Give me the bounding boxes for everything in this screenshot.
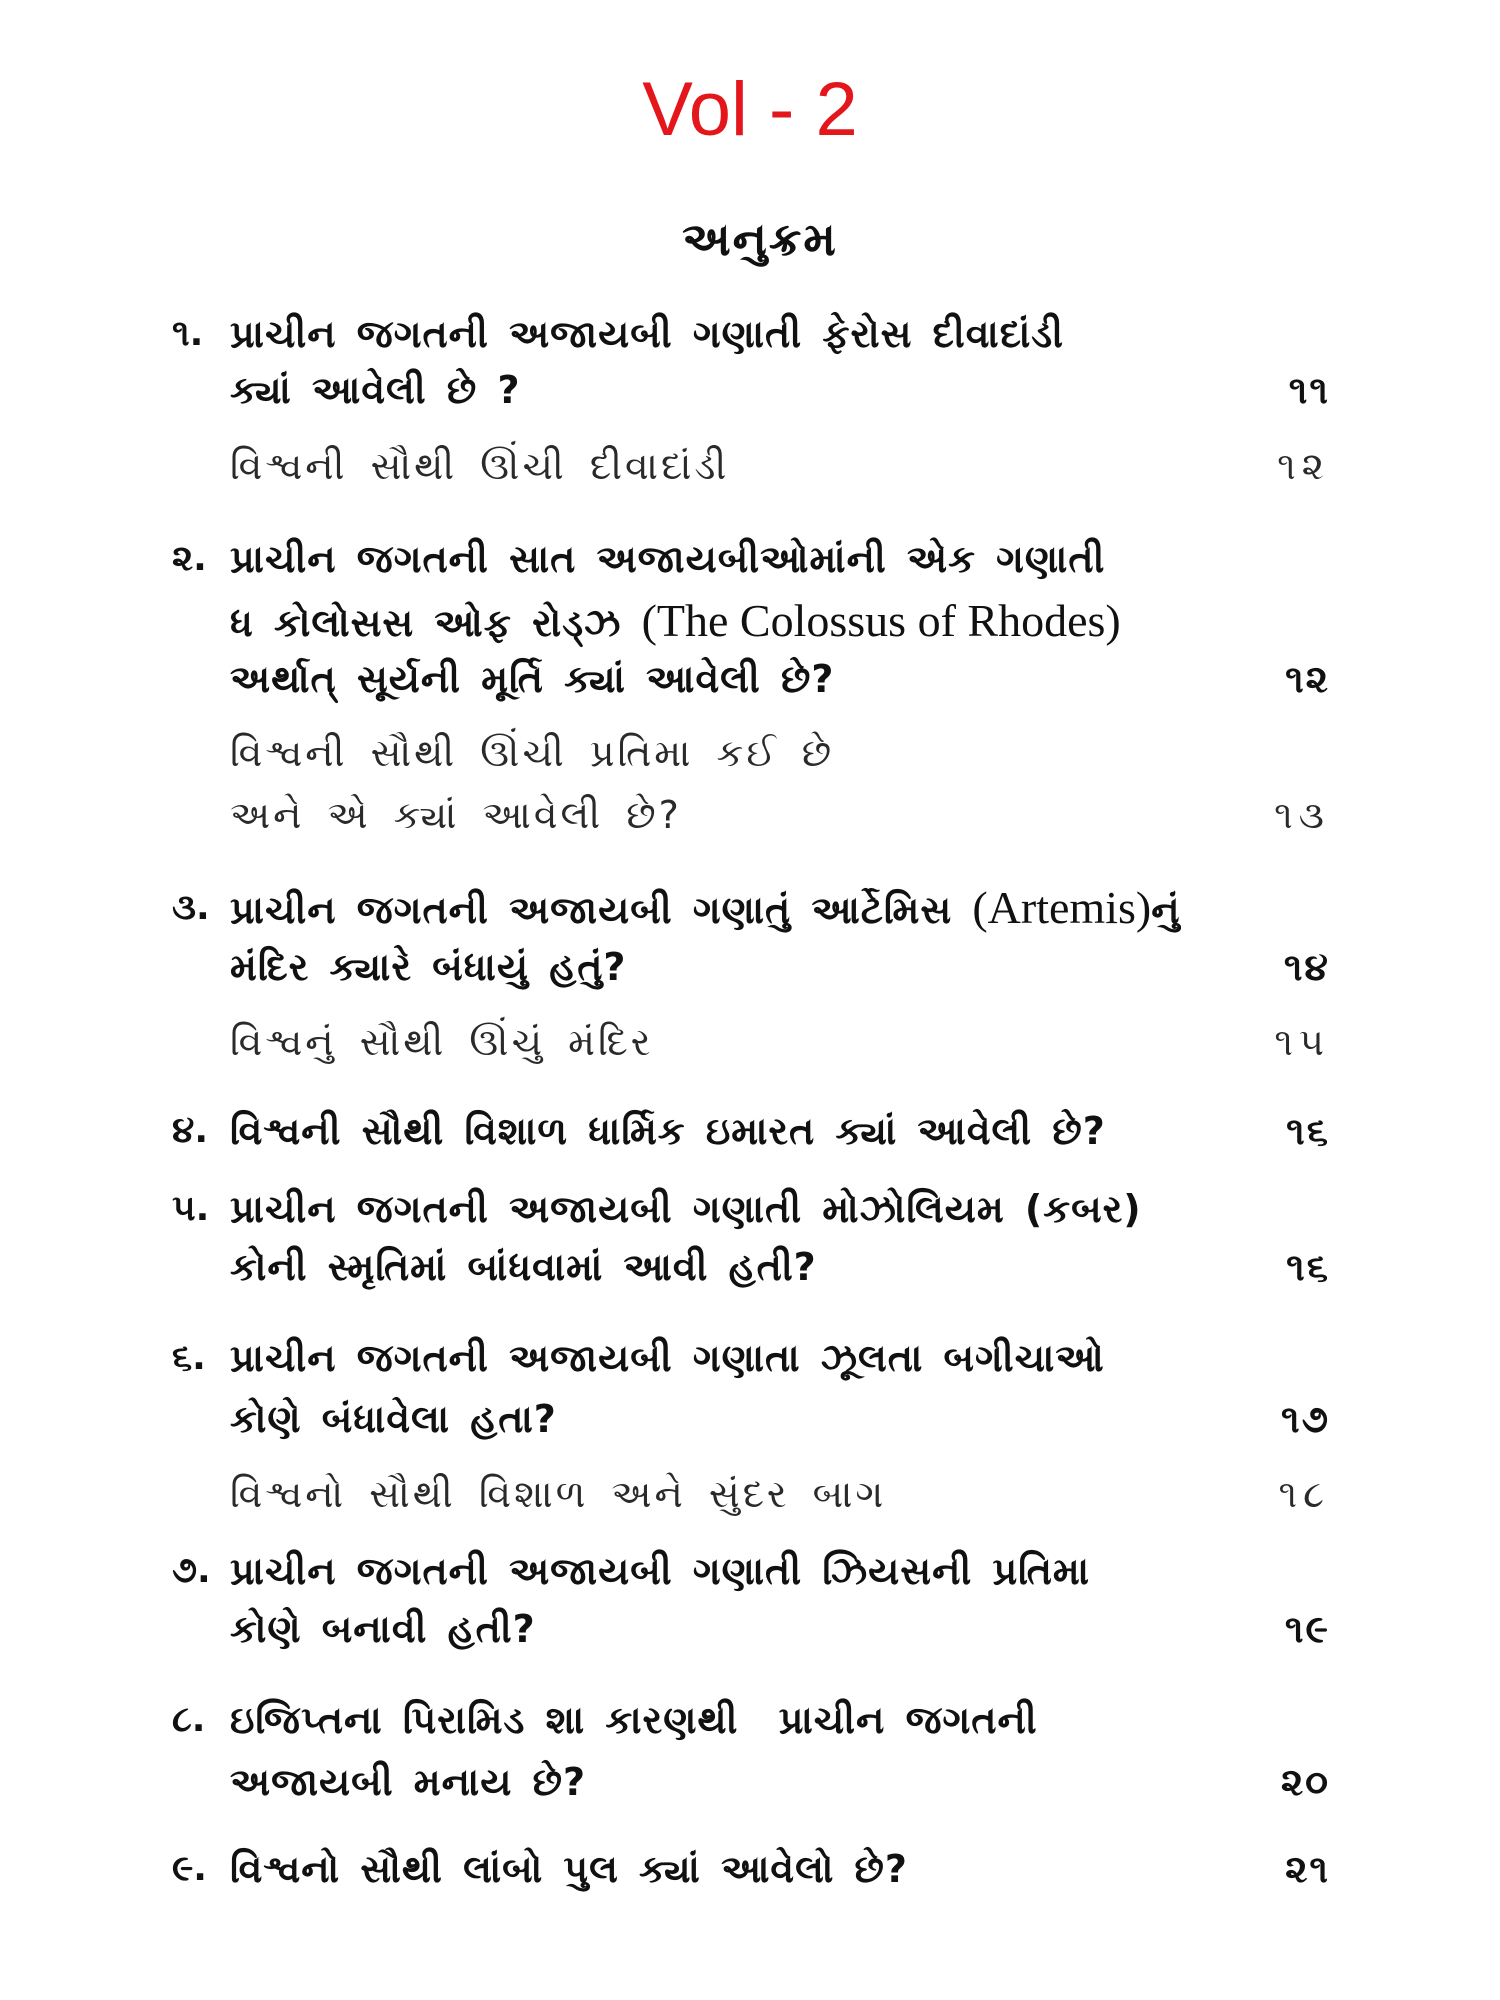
toc-entry-line — [0, 1756, 1500, 1808]
toc-entry-number: ૯. — [172, 1848, 207, 1889]
toc-entry-number: ૨. — [172, 538, 207, 579]
toc-page-number: ૨૦ — [1280, 1760, 1330, 1804]
toc-page-number: ૧૯ — [1284, 1607, 1330, 1651]
toc-entry-title: કોણે બંધાવેલા હતા? — [230, 1397, 557, 1441]
toc-page-number: ૧૭ — [1280, 1397, 1330, 1441]
toc-entry-number: ૭. — [172, 1550, 211, 1591]
toc-entry-title-english: (The Colossus of Rhodes) — [641, 595, 1121, 646]
toc-entry-number: ૩. — [172, 887, 210, 928]
toc-entry-line — [0, 1241, 1500, 1293]
toc-entry-line — [0, 882, 1500, 934]
toc-entry-line — [0, 1694, 1500, 1746]
toc-entry-title: વિશ્વનો સૌથી લાંબો પુલ ક્યાં આવેલો છે? — [230, 1847, 908, 1891]
toc-entry-title: ઇજિપ્તના પિરામિડ શા કારણથી પ્રાચીન જગતની — [230, 1698, 1038, 1742]
toc-entry-line — [0, 653, 1500, 705]
toc-entry-title: મંદિર ક્યારે બંધાયું હતું? — [230, 945, 627, 989]
contents-heading: અનુક્રમ — [682, 212, 838, 266]
toc-entry-line — [0, 1393, 1500, 1445]
toc-subentry-page-number: ૧૩ — [1274, 793, 1330, 837]
toc-entry-line — [0, 1183, 1500, 1235]
toc-subentry — [0, 727, 1500, 779]
toc-page-number: ૧૬ — [1286, 1109, 1330, 1153]
toc-subentry — [0, 789, 1500, 841]
toc-entry-title: પ્રાચીન જગતની અજાયબી ગણાતા ઝૂલતા બગીચાઓ — [230, 1336, 1105, 1380]
toc-subentry-page-number: ૧૫ — [1274, 1020, 1330, 1064]
toc-page-number: ૧૪ — [1283, 945, 1330, 989]
toc-entry-title: ક્યાં આવેલી છે ? — [230, 368, 521, 412]
toc-entry-line — [0, 364, 1500, 416]
toc-entry-title: વિશ્વની સૌથી વિશાળ ધાર્મિક ઇમારત ક્યાં આવેલી છે? — [230, 1109, 1106, 1153]
toc-page-number: ૧૬ — [1286, 1245, 1330, 1289]
toc-entry-line — [0, 595, 1500, 647]
toc-subentry — [0, 1468, 1500, 1520]
toc-page-number: ૨૧ — [1285, 1847, 1330, 1891]
toc-subentry — [0, 1016, 1500, 1068]
toc-entry-title-suffix: નું — [1151, 888, 1181, 932]
toc-entry-title: પ્રાચીન જગતની સાત અજાયબીઓમાંની એક ગણાતી — [230, 537, 1106, 581]
toc-entry-title: કોની સ્મૃતિમાં બાંધવામાં આવી હતી? — [230, 1245, 817, 1289]
toc-entry-line — [0, 1843, 1500, 1895]
toc-entry-title: પ્રાચીન જગતની અજાયબી ગણાતી ઝિયસની પ્રતિમા — [230, 1549, 1091, 1593]
volume-label: Vol - 2 — [642, 67, 858, 152]
toc-entry-title-gujarati: ધ કોલોસસ ઓફ રોડ્ઝ — [230, 601, 622, 645]
toc-entry-line — [0, 941, 1500, 993]
toc-subentry-page-number: ૧૨ — [1277, 444, 1330, 488]
toc-subentry — [0, 440, 1500, 492]
toc-entry-number: ૫. — [172, 1188, 210, 1229]
toc-page-number: ૧૨ — [1285, 657, 1330, 701]
toc-entry-number: ૮. — [172, 1699, 206, 1740]
toc-subentry-title: વિશ્વની સૌથી ઊંચી દીવાદાંડી — [230, 444, 730, 488]
toc-entry-title: અજાયબી મનાય છે? — [230, 1760, 587, 1804]
toc-entry-line — [0, 1545, 1500, 1597]
toc-subentry-title: અને એ ક્યાં આવેલી છે? — [230, 793, 682, 837]
toc-entry-title — [230, 595, 1121, 649]
toc-entry-title: અર્થાત્ સૂર્યની મૂર્તિ ક્યાં આવેલી છે? — [230, 657, 835, 701]
toc-entry-line — [0, 533, 1500, 585]
toc-entry-title — [230, 882, 1181, 936]
toc-entry-number: ૧. — [172, 313, 204, 354]
toc-subentry-title: વિશ્વનો સૌથી વિશાળ અને સુંદર બાગ — [230, 1472, 887, 1516]
toc-entry-title: પ્રાચીન જગતની અજાયબી ગણાતી ફેરોસ દીવાદાંડી — [230, 312, 1065, 356]
toc-entry-line — [0, 1105, 1500, 1157]
toc-page-number: ૧૧ — [1288, 368, 1330, 412]
toc-entry-title: કોણે બનાવી હતી? — [230, 1607, 536, 1651]
toc-subentry-title: વિશ્વની સૌથી ઊંચી પ્રતિમા કઈ છે — [230, 731, 835, 775]
toc-entry-number: ૬. — [172, 1337, 206, 1378]
toc-entry-line — [0, 308, 1500, 360]
toc-subentry-page-number: ૧૮ — [1278, 1472, 1330, 1516]
toc-entry-number: ૪. — [172, 1110, 208, 1151]
toc-entry-line — [0, 1603, 1500, 1655]
toc-subentry-title: વિશ્વનું સૌથી ઊંચું મંદિર — [230, 1020, 654, 1064]
toc-entry-title-gujarati: પ્રાચીન જગતની અજાયબી ગણાતું આર્ટેમિસ — [230, 888, 953, 932]
toc-entry-title: પ્રાચીન જગતની અજાયબી ગણાતી મોઝોલિયમ (કબર) — [230, 1187, 1142, 1231]
toc-entry-line — [0, 1332, 1500, 1384]
toc-entry-title-english: (Artemis) — [972, 882, 1152, 933]
